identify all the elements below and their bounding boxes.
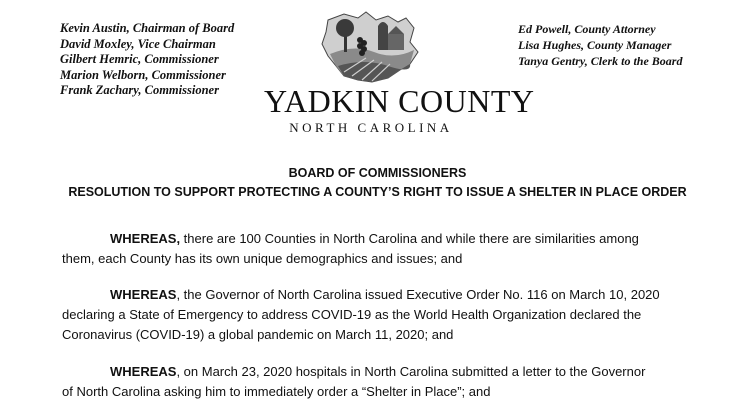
- official-name: Ed Powell, County Attorney: [518, 22, 656, 36]
- county-name: YADKIN COUNTY: [264, 83, 535, 119]
- state-name: NORTH CAROLINA: [289, 120, 453, 135]
- board-members-list: [60, 21, 234, 99]
- paragraph-text: of North Carolina asking him to immediately order a “Shelter in Place”; and: [62, 384, 491, 399]
- whereas-lead: WHEREAS,: [110, 231, 181, 246]
- board-heading: BOARD OF COMMISSIONERS: [288, 166, 467, 180]
- paragraph-text: , the Governor of North Carolina issued Executive Order No. 116 on March 10, 2020: [176, 287, 660, 302]
- whereas-paragraph: [62, 229, 694, 269]
- official-name: Tanya Gentry, Clerk to the Board: [518, 54, 683, 68]
- resolution-title: RESOLUTION TO SUPPORT PROTECTING A COUNTY’S RIGHT TO ISSUE A SHELTER IN PLACE ORDER: [68, 185, 687, 199]
- county-staff-list: [518, 21, 682, 69]
- official-name: Lisa Hughes, County Manager: [518, 38, 672, 52]
- paragraph-text: , on March 23, 2020 hospitals in North Carolina submitted a letter to the Governor: [176, 364, 646, 379]
- county-logo: [264, 8, 535, 138]
- paragraph-text: Coronavirus (COVID-19) a global pandemic on March 11, 2020; and: [62, 327, 454, 342]
- official-name: Frank Zachary, Commissioner: [60, 83, 219, 97]
- official-name: David Moxley, Vice Chairman: [60, 36, 216, 51]
- whereas-lead: WHEREAS: [110, 364, 177, 379]
- paragraph-text: declaring a State of Emergency to address COVID-19 as the World Health Organization declared the: [62, 307, 642, 322]
- whereas-lead: WHEREAS: [110, 287, 177, 302]
- whereas-paragraph: [62, 362, 694, 402]
- paragraph-text: there are 100 Counties in North Carolina and while there are similarities among: [180, 231, 639, 246]
- paragraph-text: them, each County has its own unique demographics and issues; and: [62, 251, 463, 266]
- whereas-paragraph: [62, 285, 694, 345]
- official-name: Marion Welborn, Commissioner: [60, 67, 226, 82]
- official-name: Kevin Austin, Chairman of Board: [60, 21, 235, 35]
- county-seal-icon: [314, 8, 428, 86]
- official-name: Gilbert Hemric, Commissioner: [60, 52, 219, 66]
